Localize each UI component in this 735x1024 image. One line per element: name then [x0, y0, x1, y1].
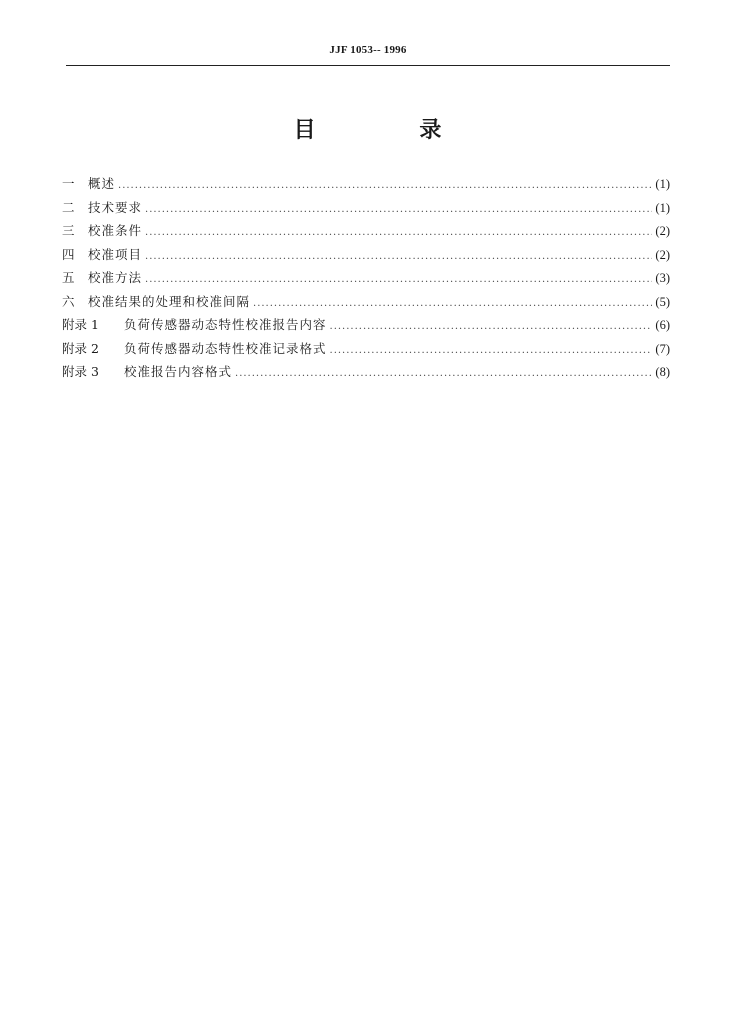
toc-entry-number: 附录 2	[62, 340, 99, 356]
toc-entry-label: 技术要求	[88, 199, 143, 215]
toc-entry-number: 六	[62, 293, 75, 309]
toc-entry-4[interactable]	[62, 245, 670, 269]
toc-entry-page: (2)	[655, 247, 670, 262]
toc-entry-2[interactable]	[62, 198, 670, 222]
toc-entry-label: 校准报告内容格式	[124, 364, 233, 379]
toc-entry-number: 附录 1	[62, 317, 99, 332]
toc-entry-page: (2)	[655, 224, 670, 238]
toc-entry-page: (1)	[655, 200, 670, 215]
toc-entry-label: 负荷传感器动态特性校准报告内容	[124, 317, 327, 332]
toc-entry-label: 校准项目	[88, 246, 143, 262]
toc-entry-label: 校准结果的处理和校准间隔	[88, 293, 251, 309]
toc-dot-leader	[235, 368, 652, 379]
toc-entry-page: (1)	[655, 177, 670, 191]
toc-entry-number: 二	[62, 199, 75, 215]
toc-entry-6[interactable]	[62, 292, 670, 316]
toc-entry-label: 校准方法	[88, 270, 143, 285]
toc-dot-leader	[145, 204, 652, 215]
toc-entry-appendix-3[interactable]	[62, 362, 670, 386]
toc-entry-number: 一	[62, 176, 75, 191]
toc-entry-label: 负荷传感器动态特性校准记录格式	[124, 340, 327, 356]
table-of-contents	[62, 174, 670, 386]
toc-entry-page: (3)	[655, 271, 670, 285]
toc-entry-5[interactable]	[62, 268, 670, 292]
toc-entry-number: 附录 3	[62, 364, 99, 379]
toc-entry-page: (6)	[655, 318, 670, 332]
toc-entry-1[interactable]	[62, 174, 670, 198]
standard-code: JJF 1053-- 1996	[329, 44, 407, 56]
header-rule	[66, 65, 670, 66]
toc-dot-leader	[330, 345, 653, 356]
toc-dot-leader	[253, 298, 652, 309]
toc-entry-number: 四	[62, 246, 75, 262]
toc-entry-appendix-1[interactable]	[62, 315, 670, 339]
toc-dot-leader	[145, 227, 652, 238]
toc-dot-leader	[145, 251, 652, 262]
toc-dot-leader	[330, 321, 653, 332]
toc-entry-appendix-2[interactable]	[62, 339, 670, 363]
toc-entry-3[interactable]	[62, 221, 670, 245]
toc-entry-page: (5)	[655, 294, 670, 309]
toc-dot-leader	[118, 180, 652, 191]
page-title: 目 录	[293, 117, 490, 143]
toc-entry-number: 五	[62, 270, 75, 285]
toc-entry-page: (8)	[655, 365, 670, 379]
toc-entry-label: 概述	[88, 176, 116, 191]
page-header	[66, 44, 670, 70]
toc-entry-number: 三	[62, 223, 75, 238]
toc-entry-label: 校准条件	[88, 223, 143, 238]
toc-dot-leader	[145, 274, 652, 285]
toc-entry-page: (7)	[655, 341, 670, 356]
